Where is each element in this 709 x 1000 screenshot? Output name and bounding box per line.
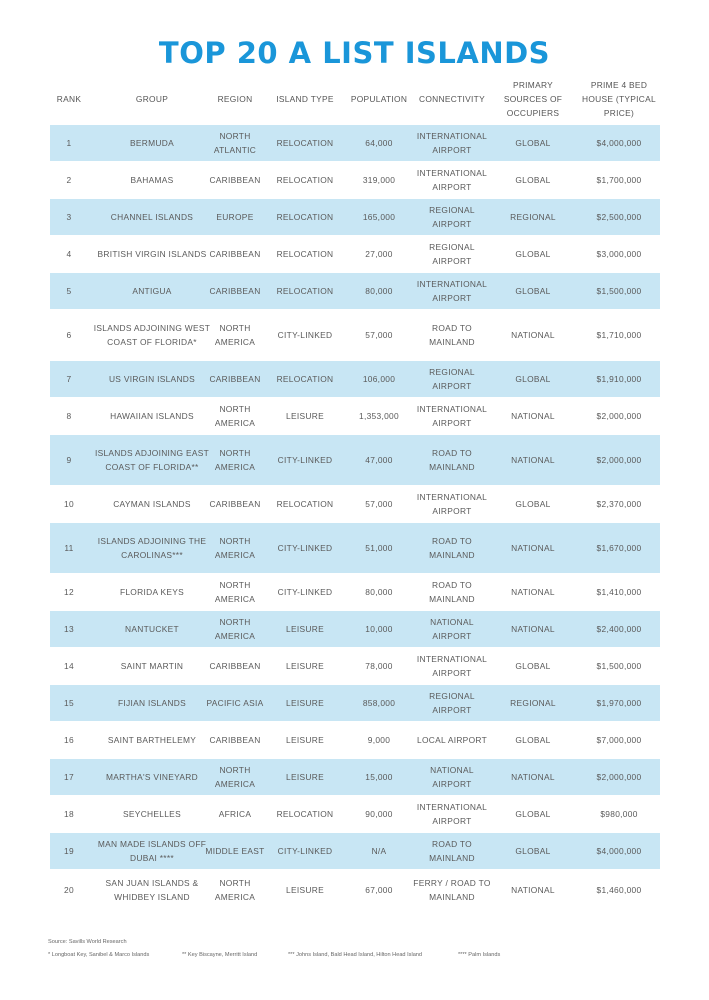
cell-population: 106,000 [362, 373, 396, 384]
cell-island-type: CITY-LINKED [277, 454, 333, 465]
table-row [50, 523, 660, 573]
cell-region: NORTH AMERICA [214, 535, 256, 560]
cell-prime-price: $4,000,000 [596, 137, 642, 148]
cell-primary-sources: GLOBAL [515, 734, 551, 745]
cell-prime-price: $1,410,000 [596, 586, 642, 597]
cell-prime-price: $1,700,000 [596, 174, 642, 185]
footnote: * Longboat Key, Sanibel & Marco Islands [48, 952, 150, 958]
cell-connectivity: ROAD TO MAINLAND [429, 579, 475, 604]
cell-connectivity: REGIONAL AIRPORT [429, 366, 475, 391]
cell-population: 57,000 [365, 329, 393, 340]
cell-primary-sources: NATIONAL [511, 586, 555, 597]
table-row [50, 361, 660, 397]
cell-connectivity: NATIONAL AIRPORT [430, 616, 474, 641]
cell-rank: 14 [64, 660, 74, 671]
cell-primary-sources: NATIONAL [511, 771, 555, 782]
cell-group: FLORIDA KEYS [119, 586, 185, 597]
cell-region: EUROPE [216, 211, 254, 222]
cell-connectivity: INTERNATIONAL AIRPORT [416, 167, 488, 192]
cell-population: 67,000 [365, 884, 393, 895]
cell-region: NORTH AMERICA [214, 579, 256, 604]
cell-connectivity: INTERNATIONAL AIRPORT [416, 130, 488, 155]
cell-rank: 20 [64, 884, 74, 895]
cell-connectivity: NATIONAL AIRPORT [430, 764, 474, 789]
header-region: REGION [217, 94, 253, 104]
cell-region: NORTH ATLANTIC [213, 130, 257, 155]
cell-population: 64,000 [365, 137, 393, 148]
cell-rank: 3 [66, 211, 72, 222]
cell-connectivity: LOCAL AIRPORT [417, 734, 487, 745]
cell-prime-price: $1,910,000 [596, 373, 642, 384]
cell-prime-price: $7,000,000 [596, 734, 642, 745]
cell-population: 90,000 [365, 808, 393, 819]
cell-group: ISLANDS ADJOINING WEST COAST OF FLORIDA* [93, 322, 211, 347]
cell-region: AFRICA [218, 808, 252, 819]
cell-population: 858,000 [362, 697, 396, 708]
cell-connectivity: INTERNATIONAL AIRPORT [416, 491, 488, 516]
cell-primary-sources: NATIONAL [511, 623, 555, 634]
cell-population: 27,000 [365, 248, 393, 259]
cell-population: 319,000 [362, 174, 396, 185]
cell-island-type: LEISURE [286, 734, 324, 745]
cell-region: NORTH AMERICA [214, 616, 256, 641]
cell-population: 15,000 [365, 771, 393, 782]
cell-primary-sources: NATIONAL [511, 410, 555, 421]
footnote: ** Key Biscayne, Merritt Island [182, 952, 258, 958]
table-row [50, 648, 660, 684]
cell-group: US VIRGIN ISLANDS [108, 373, 196, 384]
cell-region: CARIBBEAN [209, 373, 261, 384]
cell-island-type: CITY-LINKED [277, 329, 333, 340]
cell-island-type: RELOCATION [276, 174, 334, 185]
cell-primary-sources: REGIONAL [510, 211, 556, 222]
header-primary-sources: PRIMARY SOURCES OF OCCUPIERS [503, 80, 563, 118]
cell-primary-sources: GLOBAL [515, 373, 551, 384]
cell-group: ISLANDS ADJOINING THE CAROLINAS*** [97, 535, 207, 560]
cell-population: 80,000 [365, 285, 393, 296]
cell-connectivity: REGIONAL AIRPORT [429, 241, 475, 266]
cell-rank: 19 [64, 845, 74, 856]
cell-region: CARIBBEAN [209, 174, 261, 185]
cell-rank: 1 [66, 137, 72, 148]
table-row [50, 685, 660, 721]
cell-rank: 11 [64, 542, 74, 553]
cell-island-type: CITY-LINKED [277, 845, 333, 856]
cell-connectivity: ROAD TO MAINLAND [429, 322, 475, 347]
table-row [50, 486, 660, 522]
cell-population: 9,000 [367, 734, 391, 745]
cell-prime-price: $980,000 [600, 808, 638, 819]
cell-prime-price: $2,000,000 [596, 454, 642, 465]
cell-population: 57,000 [365, 498, 393, 509]
cell-island-type: LEISURE [286, 771, 324, 782]
cell-primary-sources: GLOBAL [515, 174, 551, 185]
cell-connectivity: ROAD TO MAINLAND [429, 447, 475, 472]
header-population: POPULATION [350, 94, 408, 104]
cell-region: CARIBBEAN [209, 248, 261, 259]
cell-group: BERMUDA [130, 137, 174, 148]
cell-primary-sources: GLOBAL [515, 808, 551, 819]
table-row [50, 611, 660, 647]
cell-rank: 18 [64, 808, 74, 819]
cell-population: 10,000 [365, 623, 393, 634]
cell-island-type: LEISURE [286, 697, 324, 708]
cell-region: CARIBBEAN [209, 498, 261, 509]
table-row [50, 310, 660, 360]
cell-prime-price: $2,000,000 [596, 410, 642, 421]
cell-island-type: LEISURE [286, 660, 324, 671]
cell-group: CHANNEL ISLANDS [110, 211, 194, 222]
cell-island-type: LEISURE [286, 410, 324, 421]
header-island-type: ISLAND TYPE [276, 94, 334, 104]
cell-primary-sources: GLOBAL [515, 248, 551, 259]
cell-island-type: LEISURE [286, 884, 324, 895]
cell-primary-sources: NATIONAL [511, 542, 555, 553]
table-row [50, 833, 660, 869]
table-row [50, 236, 660, 272]
cell-prime-price: $2,370,000 [596, 498, 642, 509]
table-row [50, 796, 660, 832]
cell-prime-price: $4,000,000 [596, 845, 642, 856]
cell-group: SAN JUAN ISLANDS & WHIDBEY ISLAND [105, 877, 199, 902]
cell-rank: 17 [64, 771, 74, 782]
cell-rank: 15 [64, 697, 74, 708]
cell-island-type: CITY-LINKED [277, 542, 333, 553]
cell-connectivity: ROAD TO MAINLAND [429, 535, 475, 560]
cell-region: CARIBBEAN [209, 285, 261, 296]
table-row [50, 125, 660, 161]
cell-prime-price: $2,000,000 [596, 771, 642, 782]
header-connectivity: CONNECTIVITY [419, 94, 485, 104]
cell-primary-sources: GLOBAL [515, 498, 551, 509]
cell-region: NORTH AMERICA [214, 764, 256, 789]
cell-region: NORTH AMERICA [214, 403, 256, 428]
cell-prime-price: $1,500,000 [596, 285, 642, 296]
cell-primary-sources: GLOBAL [515, 137, 551, 148]
cell-island-type: RELOCATION [276, 248, 334, 259]
cell-rank: 16 [64, 734, 74, 745]
table-row [50, 199, 660, 235]
cell-prime-price: $1,970,000 [596, 697, 642, 708]
cell-group: NANTUCKET [125, 623, 179, 634]
table-row [50, 574, 660, 610]
cell-group: SAINT MARTIN [120, 660, 184, 671]
cell-rank: 8 [66, 410, 72, 421]
footnote: **** Palm Islands [458, 952, 501, 958]
cell-primary-sources: NATIONAL [511, 884, 555, 895]
cell-prime-price: $1,710,000 [596, 329, 642, 340]
cell-rank: 13 [64, 623, 74, 634]
table-row [50, 870, 660, 910]
cell-region: MIDDLE EAST [205, 845, 265, 856]
cell-rank: 5 [66, 285, 72, 296]
cell-island-type: RELOCATION [276, 137, 334, 148]
cell-connectivity: INTERNATIONAL AIRPORT [416, 403, 488, 428]
cell-prime-price: $1,670,000 [596, 542, 642, 553]
cell-island-type: RELOCATION [276, 373, 334, 384]
cell-group: CAYMAN ISLANDS [113, 498, 191, 509]
cell-region: CARIBBEAN [209, 660, 261, 671]
footnote: *** Johns Island, Bald Head Island, Hilton Head Island [288, 952, 423, 958]
header-group: GROUP [135, 94, 169, 104]
cell-prime-price: $1,460,000 [596, 884, 642, 895]
cell-primary-sources: NATIONAL [511, 329, 555, 340]
cell-population: 80,000 [365, 586, 393, 597]
cell-group: ISLANDS ADJOINING EAST COAST OF FLORIDA** [94, 447, 210, 472]
cell-prime-price: $2,400,000 [596, 623, 642, 634]
cell-prime-price: $2,500,000 [596, 211, 642, 222]
header-rank: RANK [56, 94, 82, 104]
table-row [50, 722, 660, 758]
source-note: Source: Savills World Research [48, 939, 127, 945]
cell-island-type: RELOCATION [276, 498, 334, 509]
cell-rank: 12 [64, 586, 74, 597]
page-title: TOP 20 A LIST ISLANDS [158, 36, 551, 70]
cell-group: SEYCHELLES [123, 808, 181, 819]
table-row [50, 759, 660, 795]
cell-connectivity: INTERNATIONAL AIRPORT [416, 801, 488, 826]
cell-region: NORTH AMERICA [214, 877, 256, 902]
table-row [50, 435, 660, 485]
cell-primary-sources: GLOBAL [515, 660, 551, 671]
cell-group: FIJIAN ISLANDS [118, 697, 186, 708]
cell-group: MARTHA'S VINEYARD [105, 771, 198, 782]
cell-primary-sources: NATIONAL [511, 454, 555, 465]
cell-connectivity: REGIONAL AIRPORT [429, 690, 475, 715]
cell-group: MAN MADE ISLANDS OFF DUBAI **** [97, 838, 207, 863]
cell-connectivity: REGIONAL AIRPORT [429, 204, 475, 229]
cell-population: 47,000 [365, 454, 393, 465]
table-row [50, 162, 660, 198]
cell-prime-price: $1,500,000 [596, 660, 642, 671]
cell-group: SAINT BARTHELEMY [107, 734, 197, 745]
cell-region: NORTH AMERICA [214, 322, 256, 347]
cell-population: 78,000 [365, 660, 393, 671]
cell-population: 165,000 [362, 211, 396, 222]
header-prime-price: PRIME 4 BED HOUSE (TYPICAL PRICE) [581, 80, 656, 118]
table-row [50, 398, 660, 434]
cell-island-type: RELOCATION [276, 211, 334, 222]
cell-population: 1,353,000 [359, 410, 399, 421]
cell-rank: 7 [66, 373, 72, 384]
cell-rank: 9 [66, 454, 72, 465]
cell-rank: 10 [64, 498, 74, 509]
table-header [50, 76, 660, 122]
cell-group: ANTIGUA [132, 285, 172, 296]
cell-primary-sources: GLOBAL [515, 845, 551, 856]
cell-prime-price: $3,000,000 [596, 248, 642, 259]
cell-connectivity: FERRY / ROAD TO MAINLAND [413, 877, 491, 902]
cell-connectivity: INTERNATIONAL AIRPORT [416, 278, 488, 303]
cell-connectivity: INTERNATIONAL AIRPORT [416, 653, 488, 678]
table-row [50, 273, 660, 309]
cell-connectivity: ROAD TO MAINLAND [429, 838, 475, 863]
cell-island-type: LEISURE [286, 623, 324, 634]
cell-group: BRITISH VIRGIN ISLANDS [97, 248, 207, 259]
cell-population: 51,000 [365, 542, 393, 553]
cell-group: BAHAMAS [130, 174, 174, 185]
cell-region: CARIBBEAN [209, 734, 261, 745]
cell-island-type: RELOCATION [276, 285, 334, 296]
cell-region: PACIFIC ASIA [206, 697, 264, 708]
cell-primary-sources: REGIONAL [510, 697, 556, 708]
cell-rank: 2 [66, 174, 72, 185]
cell-primary-sources: GLOBAL [515, 285, 551, 296]
cell-rank: 6 [66, 329, 72, 340]
cell-island-type: RELOCATION [276, 808, 334, 819]
cell-rank: 4 [66, 248, 72, 259]
cell-region: NORTH AMERICA [214, 447, 256, 472]
cell-island-type: CITY-LINKED [277, 586, 333, 597]
cell-group: HAWAIIAN ISLANDS [110, 410, 194, 421]
cell-population: N/A [371, 845, 387, 856]
